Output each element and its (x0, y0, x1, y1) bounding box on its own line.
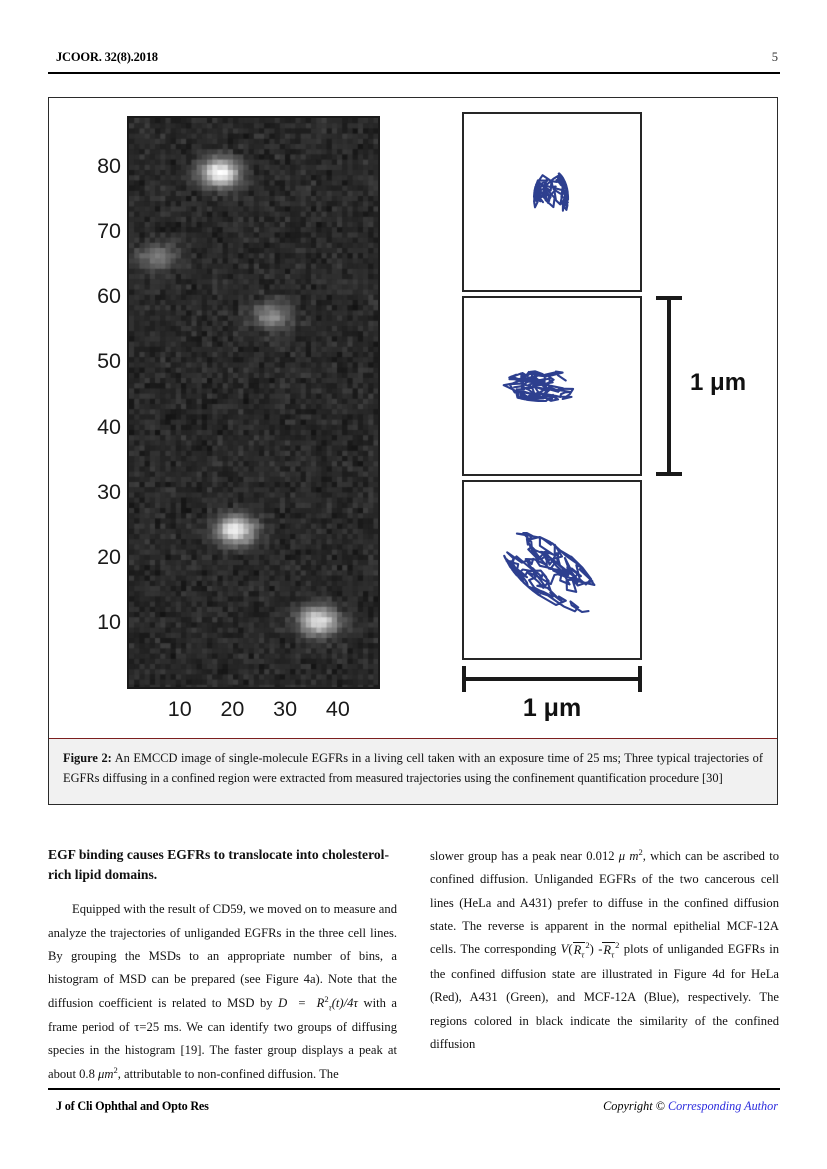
header-page-number: 5 (771, 50, 778, 64)
figure-caption (63, 748, 763, 788)
formula-R-tail: (t)/4τ (331, 995, 358, 1010)
emccd-y-tick-60: 60 (97, 284, 121, 309)
figure-block (48, 97, 778, 805)
unit-m: m (629, 849, 639, 864)
formula-R2-sup: 2 (615, 940, 620, 951)
emccd-y-tick-40: 40 (97, 414, 121, 439)
formula-R1-sub: τ (581, 949, 585, 960)
right-text-part2: , which can be ascribed to confined diffusion. Unliganded EGFRs of the two cancerous cell lines (HeLa and A431) prefer to diffuse in the confined diffusion state. The reverse is apparent in the normal epithelial MCF-12A cells. The corresponding (430, 849, 779, 957)
formula-R2: R (603, 942, 612, 957)
trajectory-panel-1 (462, 112, 642, 292)
figure-caption-text: An EMCCD image of single-molecule EGFRs in a living cell taken with an exposure time of 25 ms; Three typical trajectories of EGFRs diffusing in a confined region were extracted from measured trajectories using the confinement quantification procedure [30] (63, 751, 763, 786)
emccd-x-tick-30: 30 (273, 697, 298, 721)
emccd-y-tick-50: 50 (97, 349, 121, 374)
scalebar-horizontal (462, 666, 642, 692)
scalebar-horizontal-label: 1 μm (522, 694, 582, 722)
emccd-y-tick-70: 70 (97, 219, 121, 244)
left-text-part1: Equipped with the result of CD59, we moved on to measure and analyze the trajectories of unliganded EGFRs in the three cell lines. By grouping the MSDs to an appropriate number of bins, a histogram of MSD can be prepared (see Figure 4a). Note that the diffusion coefficient is related to MSD by (48, 902, 397, 1010)
formula-paren-close: ) (589, 942, 594, 957)
formula-R1: R (573, 942, 582, 957)
scalebar-vertical-cap-top (656, 296, 682, 300)
formula-equals: = (298, 995, 306, 1010)
scalebar-horizontal-cap-left (462, 666, 466, 692)
unit-um: μm (98, 1066, 114, 1081)
formula-minus: - (598, 942, 603, 957)
scalebar-vertical-cap-bottom (656, 472, 682, 476)
header-divider (48, 72, 780, 74)
corresponding-author-link[interactable]: Corresponding Author (667, 1099, 778, 1113)
formula-D: D (278, 995, 288, 1010)
unit-um-sup: 2 (113, 1064, 118, 1075)
trajectory-panel-3 (462, 480, 642, 660)
trajectory-plot-1 (464, 114, 639, 289)
formula-R-sub: τ (328, 1002, 332, 1013)
right-text-part1: slower group has a peak near 0.012 (430, 849, 619, 864)
formula-paren-open: ( (568, 942, 573, 957)
right-paragraph (430, 845, 779, 1056)
trajectory-plot-2 (464, 298, 639, 473)
emccd-y-tick-10: 10 (97, 609, 121, 634)
unit-mu: μ (618, 849, 626, 864)
emccd-heatmap-image (127, 116, 380, 689)
formula-R1-sup: 2 (585, 940, 590, 951)
page-header (48, 50, 780, 80)
scalebar-horizontal-bar (462, 677, 642, 681)
figure-caption-box (49, 738, 777, 804)
section-heading: EGF binding causes EGFRs to translocate into cholesterol-rich lipid domains. (48, 847, 389, 882)
emccd-y-tick-20: 20 (97, 544, 121, 569)
formula-R2-group (602, 942, 615, 960)
figure-image-area (49, 98, 777, 738)
figure-caption-label: Figure 2: (63, 751, 112, 765)
emccd-panel (61, 106, 441, 726)
scalebar-vertical (656, 296, 682, 476)
emccd-y-tick-80: 80 (97, 154, 121, 179)
scalebar-vertical-label: 1 μm (690, 369, 747, 396)
formula-R: R (316, 995, 325, 1010)
copyright-prefix: Copyright © (603, 1099, 668, 1113)
left-paragraph (48, 898, 397, 1086)
emccd-x-tick-20: 20 (220, 697, 245, 721)
emccd-noise-canvas (129, 118, 378, 687)
body-column-left (48, 845, 397, 1086)
trajectory-panel-2 (462, 296, 642, 476)
left-text-part2: with a frame period of τ=25 ms. We can identify two groups of diffusing species in the histogram [19]. The faster group displays a peak at about 0.8 (48, 995, 398, 1081)
footer-divider (48, 1088, 780, 1090)
emccd-x-tick-40: 40 (325, 697, 350, 721)
trajectory-plot-3 (464, 482, 639, 657)
emccd-x-tick-10: 10 (167, 697, 192, 721)
footer-journal-name: J of Cli Ophthal and Opto Res (56, 1099, 209, 1113)
formula-R2-sub: τ (611, 949, 615, 960)
scalebar-vertical-bar (667, 296, 671, 476)
formula-V: V (560, 942, 569, 957)
page-footer (48, 1088, 780, 1128)
header-journal-ref: JCOOR. 32(8).2018 (56, 50, 158, 64)
body-column-right (430, 845, 779, 1056)
formula-R1-group (573, 942, 586, 960)
unit-m-sup: 2 (638, 847, 643, 857)
scalebar-horizontal-cap-right (638, 666, 642, 692)
right-text-part3: plots of unliganded EGFRs in the confined diffusion state are illustrated in Figure 4d for HeLa (Red), A431 (Green), and MCF-12A (Blue), respectively. The regions colored in black indicate the similarity of the confined diffusion (430, 942, 779, 1051)
trajectory-panels (454, 106, 764, 726)
formula-R-sup: 2 (324, 993, 329, 1004)
footer-copyright (603, 1099, 778, 1114)
emccd-y-tick-30: 30 (97, 479, 121, 504)
left-text-part3: , attributable to non-confined diffusion. The (117, 1066, 339, 1081)
